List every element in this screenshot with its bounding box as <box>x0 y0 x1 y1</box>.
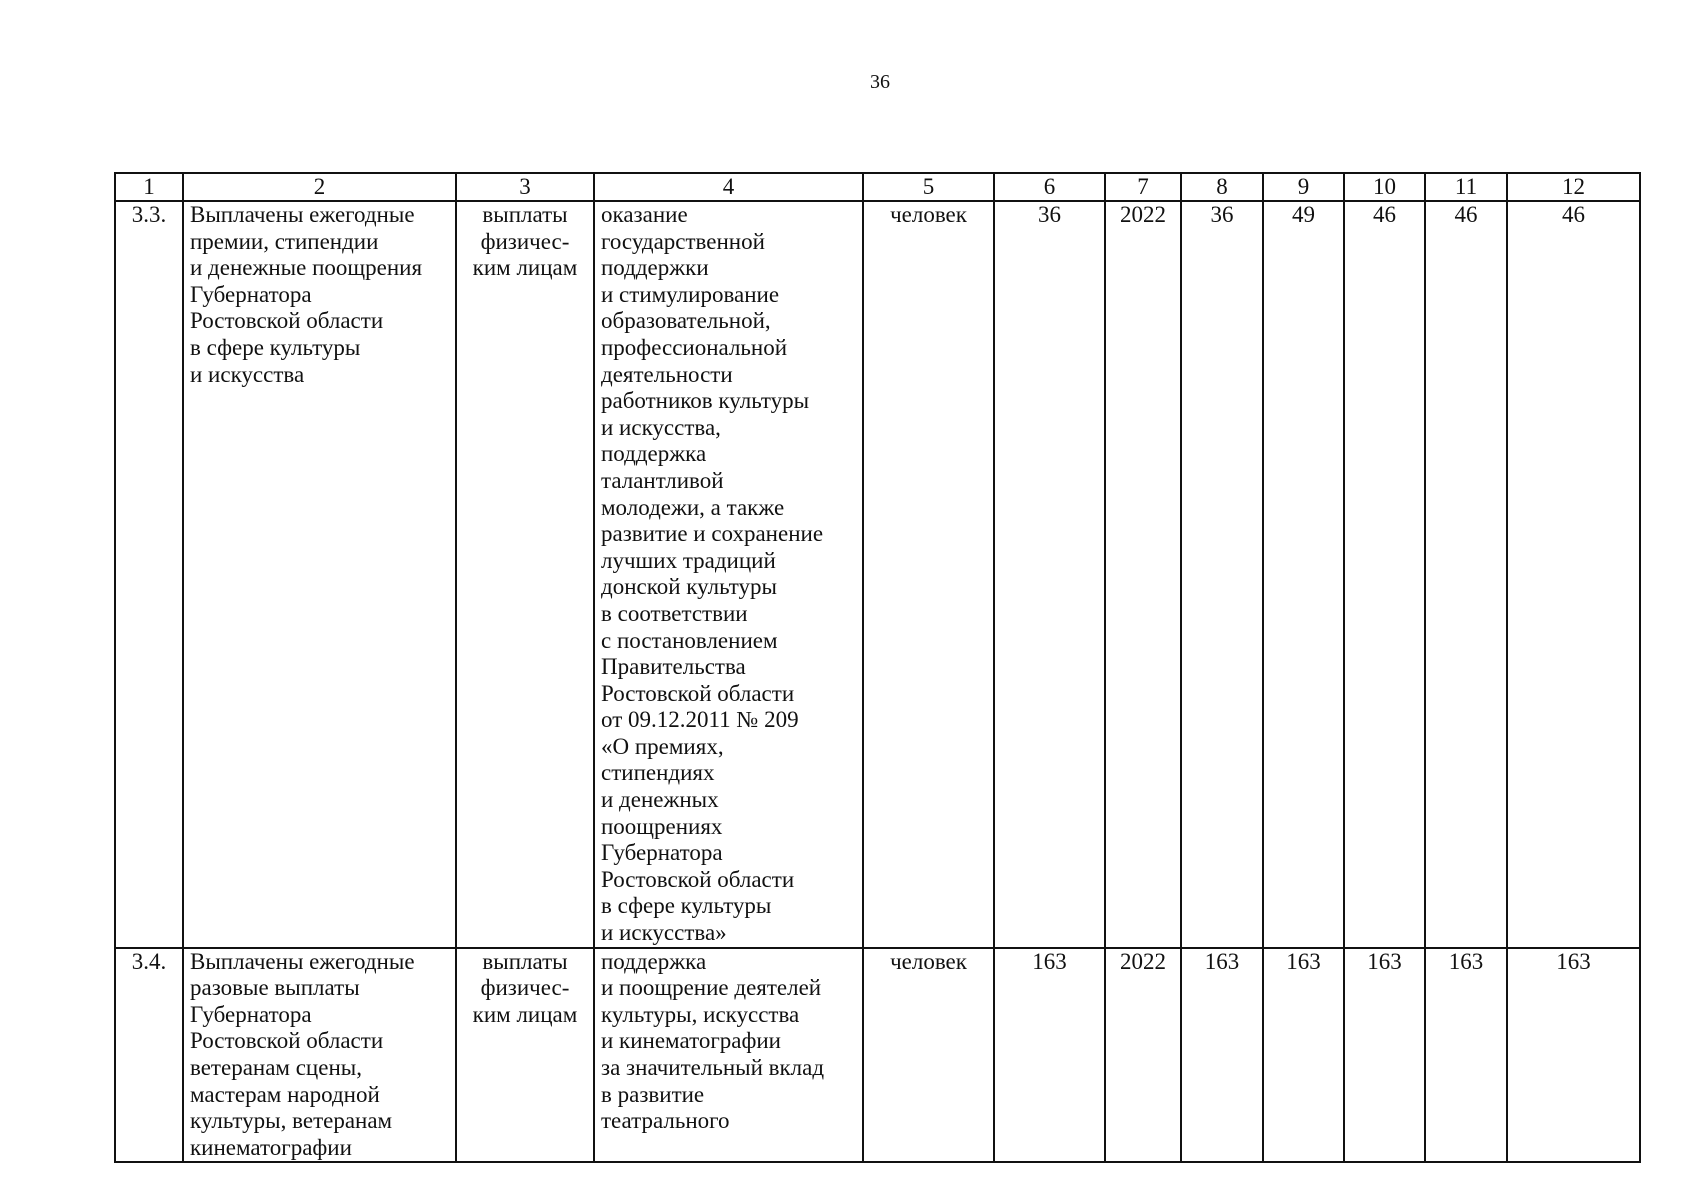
year-cell: 2022 <box>1105 948 1181 1163</box>
table-row <box>115 201 1640 948</box>
column-header: 5 <box>863 173 994 201</box>
unit-cell: человек <box>863 201 994 948</box>
column-header: 7 <box>1105 173 1181 201</box>
value-cell: 163 <box>994 948 1105 1163</box>
value-cell: 46 <box>1507 201 1640 948</box>
unit-cell: человек <box>863 948 994 1163</box>
column-header: 2 <box>183 173 456 201</box>
column-header: 11 <box>1425 173 1507 201</box>
value-cell: 36 <box>994 201 1105 948</box>
row-number: 3.3. <box>115 201 183 948</box>
result-cell: Выплачены ежегодные премии, стипендии и денежные поощрения Губернатора Ростовской области в сфере культуры и искусства <box>183 201 456 948</box>
value-cell: 163 <box>1344 948 1425 1163</box>
table-row <box>115 948 1640 1163</box>
type-cell: выплаты физичес- ким лицам <box>456 948 594 1163</box>
result-cell: Выплачены ежегодные разовые выплаты Губернатора Ростовской области ветеранам сцены, мастерам народной культуры, ветеранам кинематографии <box>183 948 456 1163</box>
value-cell: 163 <box>1507 948 1640 1163</box>
column-header: 8 <box>1181 173 1263 201</box>
value-cell: 163 <box>1425 948 1507 1163</box>
year-cell: 2022 <box>1105 201 1181 948</box>
column-header: 9 <box>1263 173 1344 201</box>
column-header: 6 <box>994 173 1105 201</box>
value-cell: 163 <box>1263 948 1344 1163</box>
column-header: 12 <box>1507 173 1640 201</box>
column-header: 3 <box>456 173 594 201</box>
value-cell: 163 <box>1181 948 1263 1163</box>
value-cell: 46 <box>1425 201 1507 948</box>
description-cell: оказание государственной поддержки и стимулирование образовательной, профессиональной деятельности работников культуры и искусства, поддержка талантливой молодежи, а также развитие и сохранение лучших традиций донской культуры в соответствии с постановлением Правительства Ростовской области от 09.12.2011 № 209 «О премиях, стипендиях и денежных поощрениях Губернатора Ростовской области в сфере культуры и искусства» <box>594 201 863 948</box>
page-number: 36 <box>870 71 890 93</box>
column-header: 1 <box>115 173 183 201</box>
value-cell: 36 <box>1181 201 1263 948</box>
header-row <box>115 173 1640 201</box>
row-number: 3.4. <box>115 948 183 1163</box>
data-table <box>114 172 1641 1163</box>
description-cell: поддержка и поощрение деятелей культуры, искусства и кинематографии за значительный вклад в развитие театрального <box>594 948 863 1163</box>
column-header: 4 <box>594 173 863 201</box>
type-cell: выплаты физичес- ким лицам <box>456 201 594 948</box>
value-cell: 49 <box>1263 201 1344 948</box>
value-cell: 46 <box>1344 201 1425 948</box>
column-header: 10 <box>1344 173 1425 201</box>
